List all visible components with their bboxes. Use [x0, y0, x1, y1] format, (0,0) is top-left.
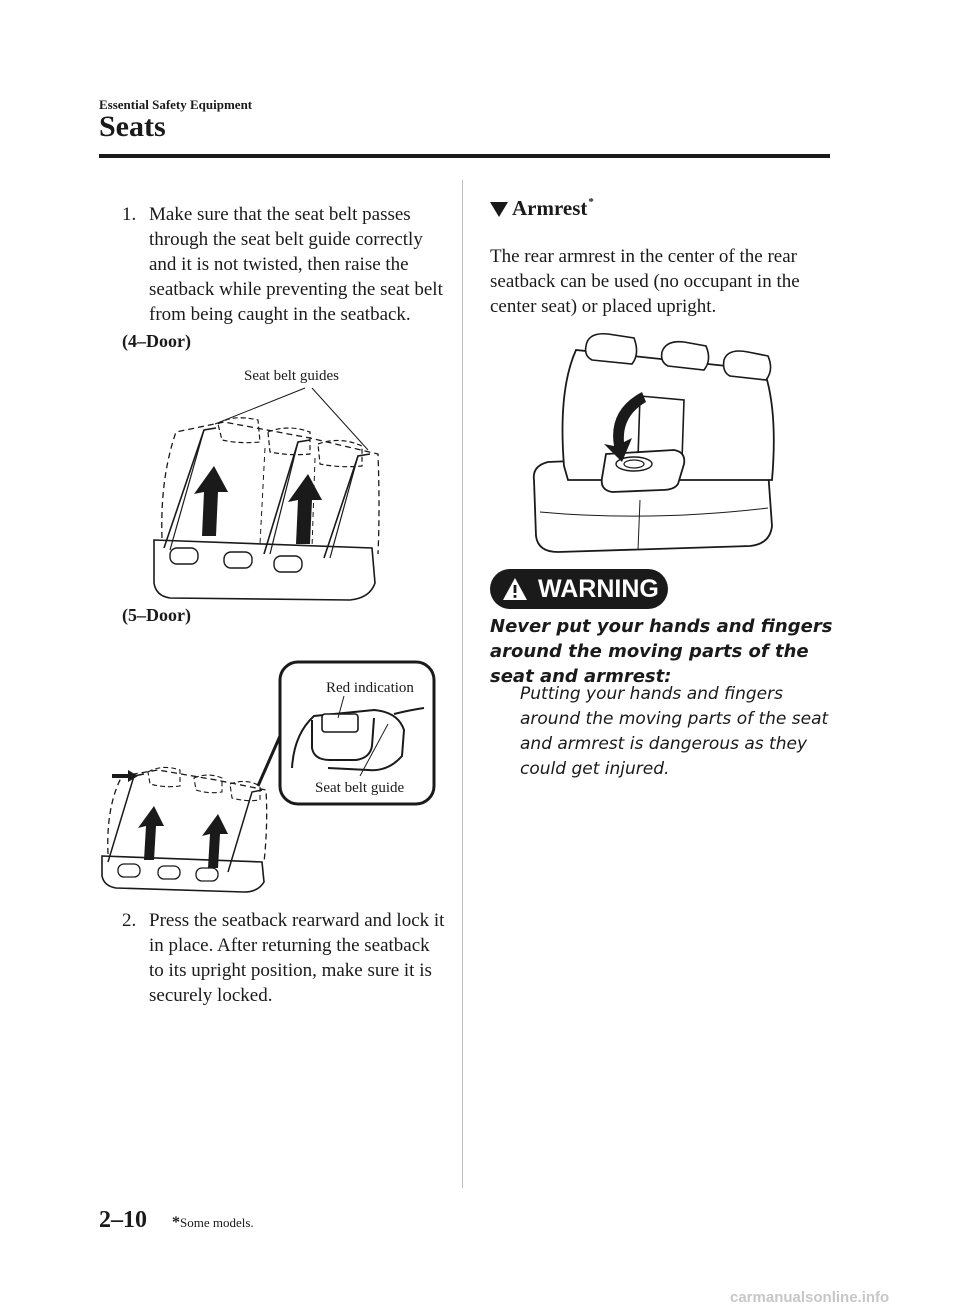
figure-armrest	[528, 330, 790, 562]
headrest	[194, 775, 222, 793]
warning-body-text: Putting your hands and fingers around the moving parts of the seat and armrest is dangerous as they could get injured.	[520, 684, 829, 779]
callout-seat-belt-guides: Seat belt guides	[244, 368, 339, 384]
footnote	[172, 1214, 254, 1232]
warning-badge	[490, 569, 668, 609]
seam-line	[312, 458, 315, 548]
raise-arrow-icon	[288, 474, 322, 544]
figure-5door-seat	[98, 656, 438, 896]
warning-label: WARNING	[538, 574, 659, 603]
header-rule	[99, 154, 830, 158]
callout-seat-belt-guide: Seat belt guide	[315, 780, 405, 796]
belt-buckle	[224, 552, 252, 568]
seat-belt	[330, 456, 358, 558]
watermark: carmanualsonline.info	[730, 1289, 890, 1306]
step-2	[122, 908, 452, 1018]
variant-4door-label: (4–Door)	[122, 331, 191, 351]
footnote-mark: *	[172, 1214, 180, 1231]
armrest-title: Armrest	[512, 196, 588, 220]
raise-arrow-icon	[194, 466, 228, 536]
belt-buckle	[158, 866, 180, 879]
page-title: Seats	[99, 110, 166, 143]
inset-pointer	[258, 736, 280, 786]
headrest	[218, 418, 260, 443]
column-divider	[462, 180, 463, 1188]
belt-buckle	[196, 868, 218, 881]
section-label: Essential Safety Equipment	[99, 97, 253, 112]
seat-belt	[108, 774, 144, 862]
figure-4door-seat	[140, 358, 400, 608]
variant-5door-label: (5–Door)	[122, 605, 191, 625]
seam-line	[260, 448, 265, 544]
headrest	[662, 342, 709, 370]
footnote-text: Some models.	[180, 1215, 254, 1230]
warning-lead-text: Never put your hands and fingers around the moving parts of the seat and armrest:	[490, 616, 833, 687]
seat-belt	[228, 790, 262, 872]
step-1	[122, 202, 452, 332]
page-number: 2–10	[99, 1207, 147, 1233]
belt-buckle	[170, 548, 198, 564]
callout-red-indication: Red indication	[326, 680, 414, 696]
step-1-text: Make sure that the seat belt passes through the seat belt guide correctly and it is not twisted, then raise the seatback while preventing the seat belt from being caught in the seatback.	[149, 204, 443, 325]
raise-arrow-icon	[138, 806, 164, 860]
seat-belt	[324, 454, 370, 558]
headrest	[586, 334, 637, 364]
armrest-asterisk: *	[588, 196, 594, 208]
warning-triangle-icon	[502, 577, 528, 601]
belt-buckle	[274, 556, 302, 572]
armrest-heading	[490, 196, 594, 221]
belt-buckle	[118, 864, 140, 877]
armrest-description: The rear armrest in the center of the rear seatback can be used (no occupant in the center seat) or placed upright.	[490, 246, 800, 317]
triangle-bullet-icon	[490, 202, 508, 217]
step-1-number: 1.	[122, 204, 137, 225]
headrest	[724, 351, 771, 380]
armrest	[602, 450, 685, 492]
step-2-number: 2.	[122, 910, 137, 931]
red-indication-marker	[322, 714, 358, 732]
step-2-text: Press the seatback rearward and lock it in place. After returning the seatback to its upright position, make sure it is securely locked.	[149, 910, 445, 1006]
